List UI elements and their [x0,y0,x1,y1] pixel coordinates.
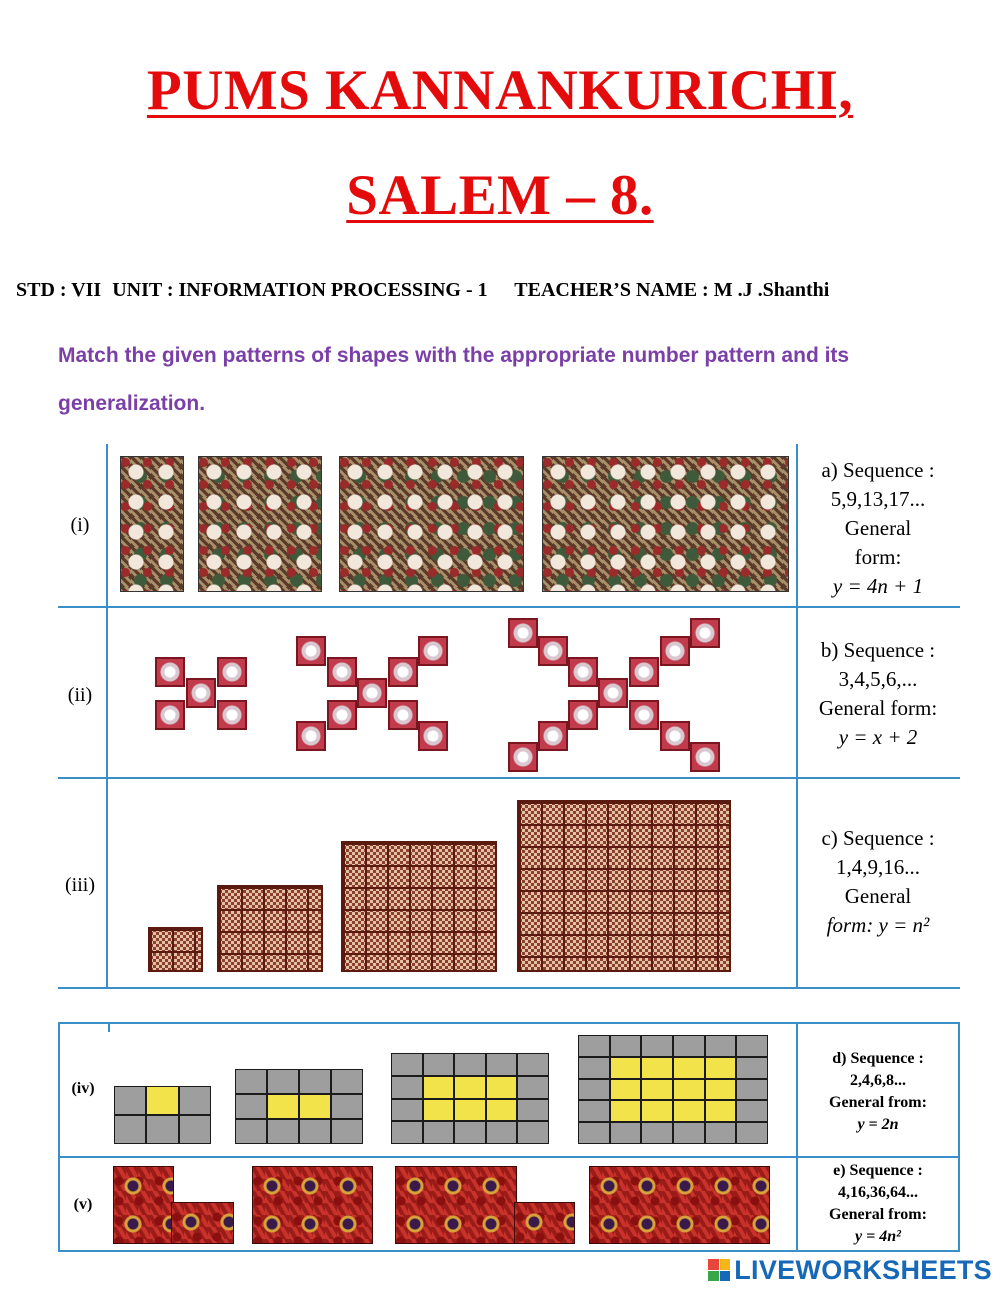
tile-figure-3 [391,1053,549,1144]
answer-c-formula: form: y = n² [826,913,930,937]
gem-tile [388,657,418,687]
liveworksheets-logo[interactable] [708,1253,992,1287]
answer-e-seq-title: e) Sequence : [833,1162,923,1179]
gem-tile [538,636,568,666]
gem-tile [217,657,247,687]
square-grid-4 [517,800,731,972]
gem-tile [327,700,357,730]
answer-e[interactable] [800,1160,956,1248]
answer-a-gen2: form: [854,545,902,569]
gem-tile [660,636,690,666]
school-name: PUMS KANNANKURICHI, [146,59,854,122]
flower-block [113,1166,174,1244]
gem-tile [629,657,659,687]
row-label-i: (i) [70,514,90,536]
answer-a[interactable] [800,456,956,601]
square-grid-1 [148,927,203,972]
teacher-label: TEACHER’S NAME : M .J .Shanthi [514,279,830,301]
answer-c-gen: General [844,884,912,908]
gem-tile [690,618,720,648]
gem-tile [629,700,659,730]
gem-tile [598,678,628,708]
gem-tile [690,742,720,772]
gem-tile [357,678,387,708]
answer-d-seq: 2,4,6,8... [850,1072,906,1089]
answer-b-gen: General form: [818,696,938,720]
answer-d-seq-title: d) Sequence : [832,1050,924,1067]
gem-tile [155,700,185,730]
mosaic-figure-4 [542,456,789,592]
flower-block [514,1202,575,1244]
gem-tile [296,636,326,666]
answer-c-seq: 1,4,9,16... [836,855,920,879]
gem-tile [508,742,538,772]
mosaic-figure-1 [120,456,184,592]
liveworksheets-logo-icon [708,1259,730,1281]
flower-block [171,1202,234,1244]
row-label-v: (v) [73,1196,93,1213]
tile-figure-2 [235,1069,363,1144]
answer-e-formula: y = 4n² [855,1228,901,1245]
gem-tile [186,678,216,708]
flower-block [395,1166,517,1244]
gem-tile [155,657,185,687]
gem-tile [418,721,448,751]
gem-tile [568,700,598,730]
answer-b-seq-title: b) Sequence : [820,638,936,662]
gem-tile [388,700,418,730]
answer-e-gen: General from: [829,1206,927,1223]
gem-tile [327,657,357,687]
gem-tile [568,657,598,687]
mosaic-figure-3 [339,456,524,592]
answer-e-seq: 4,16,36,64... [838,1184,918,1201]
answer-c-seq-title: c) Sequence : [821,826,935,850]
school-location: SALEM – 8. [346,164,654,227]
unit-label: UNIT : INFORMATION PROCESSING - 1 [112,279,488,301]
gem-tile [296,721,326,751]
gem-tile [660,721,690,751]
square-grid-3 [341,841,497,972]
row-label-ii: (ii) [67,684,93,706]
gem-tile [538,721,568,751]
row-label-iii: (iii) [65,874,95,896]
answer-a-gen: General [844,516,912,540]
answer-b-seq: 3,4,5,6,... [838,667,918,691]
answer-a-formula: y = 4n + 1 [832,574,924,598]
mosaic-figure-2 [198,456,322,592]
instruction-text: Match the given patterns of shapes with the appropriate number pattern and its generalization. [58,344,850,415]
answer-d[interactable] [800,1048,956,1136]
logo-text: LIVEWORKSHEETS [734,1254,992,1285]
row-label-iv: (iv) [71,1080,95,1097]
answer-d-formula: y = 2n [857,1116,899,1133]
gem-tile [508,618,538,648]
answer-b[interactable] [800,636,956,752]
square-grid-2 [217,885,323,972]
answer-b-formula: y = x + 2 [838,725,918,749]
answer-d-gen: General from: [829,1094,927,1111]
answer-a-seq-title: a) Sequence : [821,458,935,482]
flower-block [252,1166,373,1244]
gem-tile [217,700,247,730]
tile-figure-1 [114,1086,211,1144]
answer-c[interactable] [800,824,956,940]
class-info-line [16,279,835,302]
flower-block [589,1166,770,1244]
std-label: STD : VII [16,279,102,301]
gem-tile [418,636,448,666]
answer-a-seq: 5,9,13,17... [830,487,926,511]
tile-figure-4 [578,1035,768,1144]
